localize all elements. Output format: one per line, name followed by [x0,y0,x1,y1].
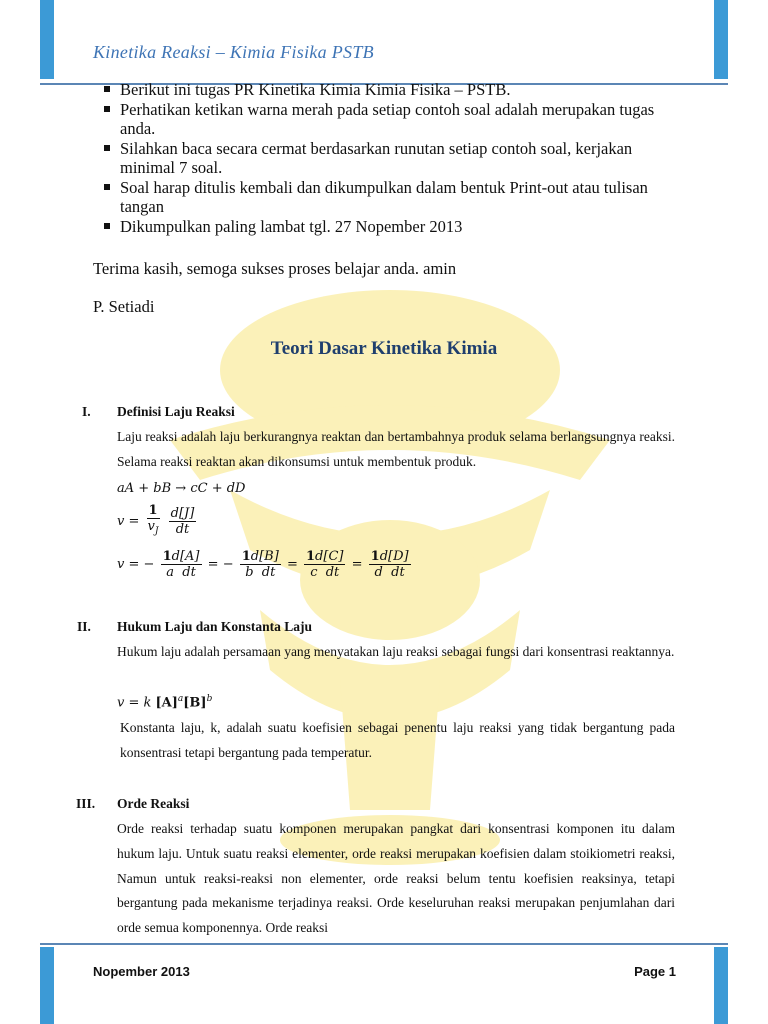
reaction-equation: aA + bB → cC + dD [117,481,246,496]
border-corner-bar [40,0,54,79]
closing-text: Terima kasih, semoga sukses proses belajar anda. amin [93,259,457,278]
list-item: Silahkan baca secara cermat berdasarkan runutan setiap contoh soal, kerjakan minimal 7 soal. [100,139,690,178]
page-number: Page 1 [634,964,676,979]
section-paragraph: Konstanta laju, k, adalah suatu koefisien sebagai penentu laju reaksi yang tidak bergantung pada konsentrasi tetapi bergantung pada temperatur. [120,720,675,760]
section-number: II. [77,619,91,634]
bullet-square-icon [104,184,110,190]
section-paragraph: Orde reaksi terhadap suatu komponen merupakan pangkat dari konsentrasi komponen itu dalam hukum laju. Untuk suatu reaksi elementer, orde reaksi merupakan koefisien dalam stoikiometri reaksi, Namun untuk reaksi-reaksi non elementer, orde reaksi belum tentu koefisien reaksinya, tetapi bergantung pada mekanisme terjadinya reaksi. Orde keseluruhan reaksi merupakan penjumlahan dari orde semua komponennya. Orde reaksi [117,821,675,936]
border-corner-bar [40,947,54,1024]
section-title: Definisi Laju Reaksi [117,404,235,419]
section-paragraph: Hukum laju adalah persamaan yang menyatakan laju reaksi sebagai fungsi dari konsentrasi reaktannya. [117,644,675,659]
rate-expansion-equation: v = − $\frac{1d[A]}{\text{a dt}}$ = − $\frac{1d[B]}{\text{b dt}}$ = $\frac{1d[C]}{\text{c dt}}$ = $\frac{1d[D]}{\text{d dt}}$ [117,549,409,580]
bullet-square-icon [104,86,110,92]
section-title: Hukum Laju dan Konstanta Laju [117,619,313,634]
instruction-list [100,80,690,236]
border-corner-bar [714,947,728,1024]
author-name: P. Setiadi [93,297,155,316]
section-number: III. [76,796,96,811]
header-title: Kinetika Reaksi – Kimia Fisika PSTB [93,42,374,62]
list-item: Perhatikan ketikan warna merah pada setiap contoh soal adalah merupakan tugas anda. [100,100,690,139]
bullet-square-icon [104,106,110,112]
list-item: Soal harap ditulis kembali dan dikumpulkan dalam bentuk Print-out atau tulisan tangan [100,178,690,217]
section-title: Orde Reaksi [117,796,190,811]
bullet-square-icon [104,223,110,229]
list-item: Dikumpulkan paling lambat tgl. 27 Nopember 2013 [100,217,690,237]
rate-definition-equation: v = $\frac{1}{v_J}$ $\frac{d[J]}{dt}$ [117,503,195,537]
footer-divider [40,943,728,945]
bullet-square-icon [104,145,110,151]
section-paragraph: Laju reaksi adalah laju berkurangnya reaktan dan bertambahnya produk selama berlangsungnya reaksi. Selama reaksi reaktan akan dikonsumsi untuk membentuk produk. [117,429,675,469]
footer-date: Nopember 2013 [93,964,190,979]
list-item: Berikut ini tugas PR Kinetika Kimia Kimia Fisika – PSTB. [100,80,690,100]
rate-law-equation: v = k $[A]^a[B]^b$ [117,694,213,711]
document-title: Teori Dasar Kinetika Kimia [270,338,498,359]
section-number: I. [82,404,91,419]
border-corner-bar [714,0,728,79]
